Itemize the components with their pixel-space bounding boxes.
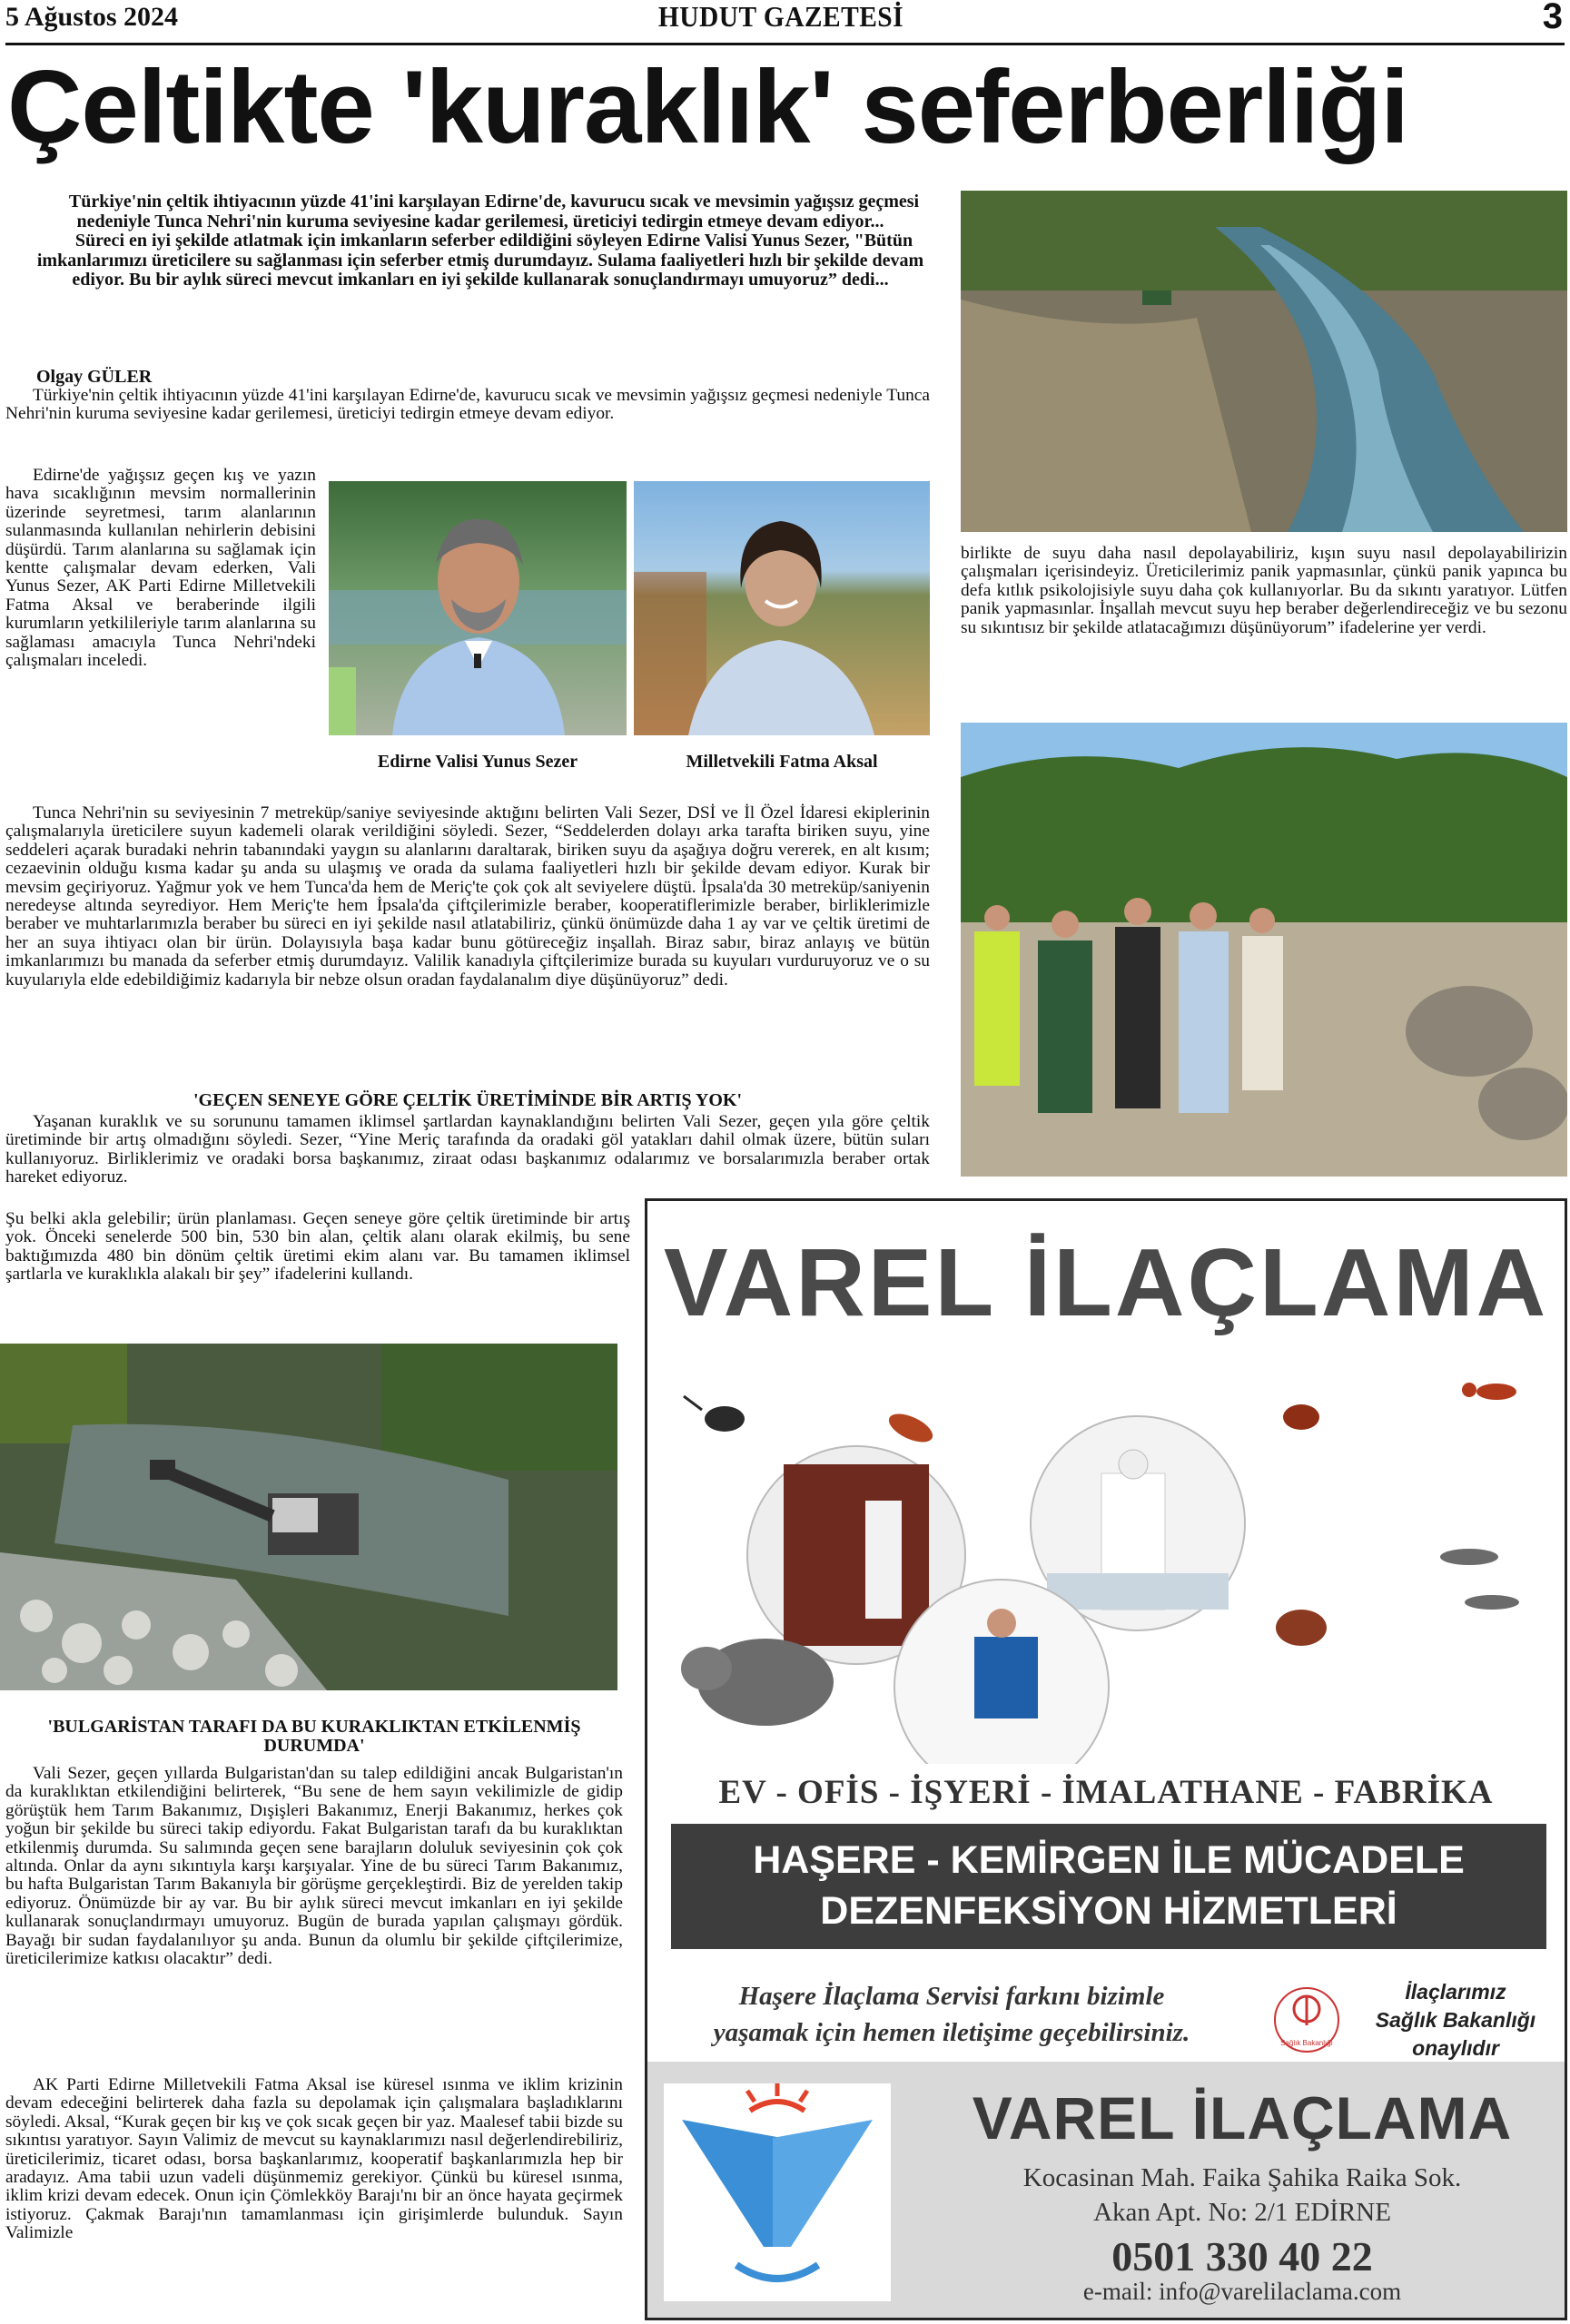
ministry-logo-text: Sağlık Bakanlığı [1280, 2039, 1333, 2047]
approved-line-2: Sağlık Bakanlığı [1375, 2008, 1536, 2032]
health-ministry-logo [1274, 1987, 1339, 2053]
byline: Olgay GÜLER [36, 367, 153, 387]
flea-icon [1276, 1610, 1327, 1646]
ad-band-line-2: DEZENFEKSİYON HİZMETLERİ [820, 1889, 1397, 1933]
ad-service-places: EV - OFİS - İŞYERİ - İMALATHANE - FABRİKA [718, 1774, 1494, 1811]
body-paragraph-4: Yaşanan kuraklık ve su sorununu tamamen iklimsel şartlardan kaynaklandığını belirten Vali Sezer, geçen yıla göre çeltik üretiminde bir artış olmadığını söyledi. Sezer, “Yine Meriç tarafında da oradaki göl yatakları dahil olmak üzere, bütün suları kullanıyoruz. Birliklerimiz ve oradaki borsa başkanımız, ziraat odası başkanımız odalarımız ve borsalarımızla beraber ortak hareket ediyoruz. [5, 1112, 930, 1187]
ad-email: e-mail: info@varelilaclama.com [1082, 2278, 1402, 2305]
header-rule [5, 43, 1565, 45]
bedbug-icon [1283, 1404, 1319, 1430]
caption-governor: Edirne Valisi Yunus Sezer [377, 752, 578, 772]
ad-title: VAREL İLAÇLAMA [663, 1229, 1549, 1336]
lead-paragraph-1: Türkiye'nin çeltik ihtiyacının yüzde 41'ini karşılayan Edirne'de, kavurucu sıcak ve mevsimin yağışsız geçmesi nedeniyle Tunca Nehri'nin kuruma seviyesine kadar gerilemesi, üreticiyi tedirgin etmeye devam ediyor... [68, 192, 920, 231]
photo-aerial-excavator [0, 1344, 617, 1690]
body-paragraph-4b: Şu belki akla gelebilir; ürün planlaması. Geçen seneye göre çeltik üretiminde bir artış yok. Önceki senelerde 500 bin, 530 bin alan, çeltik alanı olarak ekilmiş, bu sene baktığımızda 480 bin dönüm çeltik üretimi ekim alanı var. Bu tamamen iklimsel şartlarla ve kuraklıkla alakalı bir şey” ifadelerini kullandı. [5, 1209, 630, 1285]
ant-icon [1462, 1383, 1516, 1400]
silverfish-icon [1440, 1549, 1519, 1610]
body-paragraph-2: Edirne'de yağışsız geçen kış ve yazın hava sıcaklığının mevsim normallerinin üzerinde seyretmesi, tarım alanlarının sulanmasında kullanılan nehirlerin debisini düşürdü. Tarım alanlarına su sağlamak için kentte çalışmalar devam ederken, Vali Yunus Sezer, AK Parti Edirne Milletvekili Fatma Aksal ve beraberinde ilgili kurumların yetkilileriyle tarım alanlarına su sağlaması amacıyla Tunca Nehri'ndeki çalışmaları inceledi. [5, 466, 316, 671]
lead-block [31, 192, 930, 290]
photo-mp [634, 481, 930, 735]
ad-address-line-2: Akan Apt. No: 2/1 EDİRNE [1093, 2198, 1391, 2227]
approved-line-1: İlaçlarımız [1405, 1980, 1506, 2004]
ad-phone: 0501 330 40 22 [1111, 2233, 1373, 2280]
body-paragraph-7: birlikte de suyu daha nasıl depolayabiliriz, kışın suyu nasıl depolayabilirizin çalışmaları içerisindeyiz. Üreticilerimiz panik yapmasınlar, çünkü panik yapınca bu defa kıtlık psikolojisiyle suyu daha çok kullanıyorlar. Bu da sıkıntı yaratıyor. Lütfen panik yapmasınlar. İnşallah mevcut suyu hep beraber değerlendireceğiz ve bu sezonu su sıkıntısız bir şekilde atlatacağımızı düşünüyorum” ifadelerine yer verdi. [961, 544, 1567, 637]
cockroach-icon [684, 1396, 745, 1432]
photo-governor [329, 481, 627, 735]
ad-slogan-line-1: Haşere İlaçlama Servisi farkını bizimle [738, 1982, 1165, 2011]
ad-company-name: VAREL İLAÇLAMA [972, 2084, 1513, 2152]
body-paragraph-3: Tunca Nehri'nin su seviyesinin 7 metreküp/saniye seviyesinde aktığını belirten Vali Sezer, DSİ ve İl Özel İdaresi ekiplerinin çalışmalarıyla üreticilere suyun kademeli olarak verildiğini söyledi. Sezer, “Seddelerden dolayı arka tarafta biriken suyu, yine seddeleri açarak buradaki nehrin tabanındaki yaygın su alanlarını daraltarak, biriken suyu da aşağıya doğru vererek, en alt kısım; cezaevinin olduğu kısma kadar şu anda su ulaşmış ve orada da sulama faaliyetleri hızlı bir şekilde devam ediyor. Kurak bir mevsim geçiriyoruz. Yağmur yok ve hem Tunca'da hem de Meriç'te çok çok alt seviyelere düştü. İpsala'da 30 metreküp/saniyenin neredeyse altında seyrediyor. Hem Meriç'te hem İpsala'da çiftçilerimizle beraber, kooperatiflerimizle beraber, birliklerimizle beraber ve muhtarlarımızla beraber bu süreci en iyi şekilde nasıl atlatabiliriz, çünkü önümüzde daha 1 ay var ve çeltik üretimi de her an suya ihtiyacı olan bir ürün. Dolayısıyla başa kadar bunu götüreceğiz inşallah. Biraz sabır, biraz anlayış ve bütün imkanlarımızı bu manada da seferber etmiş durumdayız. Valilik kanadıyla çiftçilerimize burada su kuyuları vurduruyoruz ve o su kuyularıyla elde edebildiğimiz kadarıyla bir nebze olsun oradan faydalanalım diye düşünüyoruz” dedi. [5, 803, 930, 990]
company-logo [664, 2083, 891, 2301]
ad-band-line-1: HAŞERE - KEMİRGEN İLE MÜCADELE [753, 1838, 1465, 1882]
ad-slogan [675, 1978, 1229, 2051]
photo-officials-group [961, 723, 1567, 1177]
photo-river [961, 191, 1567, 532]
body-paragraph-5: Vali Sezer, geçen yıllarda Bulgaristan'dan su talep edildiğini ancak Bulgaristan'ın da kuraklıktan etkilendiğini belirterek, “Bu sene de hem sayın vekilimizle de gidip görüştük hem Tarım Bakanımız, Dışişleri Bakanımız, Enerji Bakanımız, herkes çok yoğun bir şekilde bu süreci takip ediyordu. Fakat Bulgaristan tarafı da bu kuraklıktan etkilenmiş durumda. Su salımında geçen sene barajların doluluk seviyesinin çok çok altında. Onlar da aynı sıkıntıyla karşı karşıyalar. Yine de bu süreci Tarım Bakanımız, bu hafta Bulgaristan Tarım Bakanıyla bir görüşme gerçekleştirdi. Biz de yerelden takip ediyoruz. Önümüzde bir ay var. Bu bir aylık süreci mevcut imkanları en iyi şekilde kullanarak sonuçlandırmayı umuyoruz. Bugün de burada yapılan çalışmayı gördük. Bayağı bir sudan faydalanılıyor şu anda. Bunun da olumlu bir şekilde çiftçilerimize, üreticilerimize katkısı olacaktır” dedi. [5, 1764, 623, 1969]
ad-contact-block [647, 2062, 1565, 2318]
ad-address-line-1: Kocasinan Mah. Faika Şahika Raika Sok. [1022, 2163, 1462, 2192]
body-paragraph-1: Türkiye'nin çeltik ihtiyacının yüzde 41'ini karşılayan Edirne'de, kavurucu sıcak ve mevsimin yağışsız geçmesi nedeniyle Tunca Nehri'nin kuruma seviyesine kadar gerilemesi, üreticiyi tedirgin etmeye devam ediyor. [5, 386, 930, 424]
body-paragraph-6: AK Parti Edirne Milletvekili Fatma Aksal ise küresel ısınma ve iklim krizinin devam edeceğini belirterek daha fazla su depolamak için çalışmalara başladıklarını söyledi. Aksal, “Kurak geçen bir kış ve çok sıcak geçen bir yaz. Maalesef tabii bizde su sıkıntısı yaratıyor. Sayın Valimiz de mevcut su kaynaklarımızı nasıl değerlendirebiliriz, üreticilerimiz, ticaret odası, borsa başkanlarımız, kooperatif başkanlarımızla hep bir aradayız. Ama tabii uzun vadeli düşünmemiz gerekiyor. Çünkü bu küresel ısınma, iklim krizi devam edecek. Onun için Çömlekköy Barajı'nı bir an önce hayata geçirmek istiyoruz. Çakmak Barajı'nın tamamlanması için girişimlerde bulunduk. Sayın Valimizle [5, 2075, 623, 2243]
ad-illustrations [647, 1364, 1565, 1764]
headline: Çeltikte 'kuraklık' seferberliği [7, 50, 1408, 165]
caption-mp: Milletvekili Fatma Aksal [686, 752, 878, 772]
page-number: 3 [1542, 0, 1563, 36]
ad-approval-note [1356, 1978, 1555, 2063]
advertisement [645, 1198, 1567, 2320]
ad-service-band [671, 1824, 1546, 1949]
ad-slogan-line-2: yaşamak için hemen iletişime geçebilirsiniz. [713, 2018, 1190, 2047]
issue-date: 5 Ağustos 2024 [5, 2, 179, 32]
subheading-2: 'BULGARİSTAN TARAFI DA BU KURAKLIKTAN ETKİLENMİŞ DURUMDA' [47, 1717, 581, 1756]
cockroach-icon [884, 1408, 936, 1448]
lead-paragraph-2: Süreci en iyi şekilde atlatmak için imkanların seferber edildiğini söyleyen Edirne Valisi Yunus Sezer, "Bütün imkanlarımızı üreticilere su sağlanması için seferber etmiş durumdayız. Sulama faaliyetleri hızlı bir şekilde devam ediyor. Bu bir aylık süreci mevcut imkanları en iyi şekilde kullanarak sonuçlandırmayı umuyoruz” dedi... [36, 231, 924, 290]
newspaper-name: HUDUT GAZETESİ [657, 0, 904, 33]
subheading-1: 'GEÇEN SENEYE GÖRE ÇELTİK ÜRETİMİNDE BİR ARTIŞ YOK' [193, 1090, 743, 1110]
approved-line-3: onaylıdır [1412, 2036, 1499, 2060]
